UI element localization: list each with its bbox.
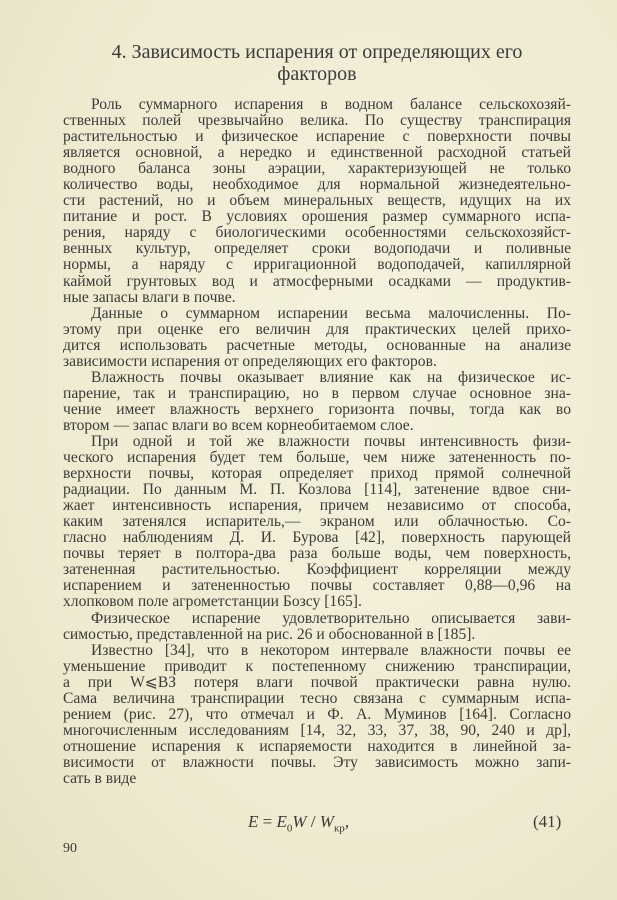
text-line: верхности почвы, которая определяет приход прямой солнечной <box>63 465 571 483</box>
text-line: питание и рост. В условиях орошения размер суммарного испа- <box>63 208 571 226</box>
text-line: сти растений, но и объем минеральных веществ, идущих на их <box>63 192 571 210</box>
formula-slash: / <box>306 812 320 831</box>
text-line: При одной и той же влажности почвы интенсивность физи- <box>91 432 571 450</box>
text-line: гласно наблюдениям Д. И. Бурова [42], поверхность парующей <box>63 529 571 547</box>
text-line: рением (рис. 27), что отмечал и Ф. А. Муминов [164]. Согласно <box>63 705 571 723</box>
text-line: Физическое испарение удовлетворительно описывается зави- <box>91 609 571 627</box>
text-line: хлопковом поле агрометстанции Бозсу [165]. <box>63 593 362 611</box>
text-line: радиации. По данным М. П. Козлова [114], затенение вдвое сни- <box>63 481 571 499</box>
formula-lhs: E <box>248 812 259 831</box>
text-line: Сама величина транспирации тесно связана с суммарным испа- <box>63 689 571 707</box>
body-text <box>63 97 571 787</box>
text-line: сать в виде <box>63 769 137 787</box>
text-line: каким затенялся испаритель,— экраном или облачностью. Со- <box>63 513 571 531</box>
paragraph <box>63 306 571 370</box>
formula-e: E <box>276 812 287 831</box>
formula-w2-sub: кр <box>333 822 345 835</box>
text-line: почвы теряет в полтора-два раза больше воды, чем поверхность, <box>63 545 571 563</box>
text-line: втором — запас влаги во всем корнеобитаемом слое. <box>63 416 414 434</box>
text-line: жает интенсивность испарения, причем независимо от способа, <box>63 497 571 515</box>
text-line: Влажность почвы оказывает влияние как на физическое ис- <box>91 368 571 386</box>
text-line: дится использовать расчетные методы, основанные на анализе <box>63 336 571 354</box>
text-line: уменьшение приводит к постепенному снижению транспирации, <box>63 657 571 675</box>
text-line: растительностью и физическое испарение с поверхности почвы <box>63 128 571 146</box>
formula-41 <box>248 812 349 834</box>
text-line: отношение испарения к испаряемости находится в линейной за- <box>63 737 571 755</box>
paragraph <box>63 643 571 787</box>
text-line: этому при оценке его величин для практических целей прихо- <box>63 320 571 338</box>
text-line: висимости от влажности почвы. Эту зависимость можно запи- <box>63 753 571 771</box>
paragraph <box>63 611 571 643</box>
text-line: многочисленным исследованиям [14, 32, 33, 37, 38, 90, 240 и др], <box>63 721 571 739</box>
equation-number: (41) <box>533 812 562 831</box>
text-line: ные запасы влаги в почве. <box>63 288 236 306</box>
text-line: ческого испарения будет тем больше, чем ниже затененность по- <box>63 449 571 467</box>
text-line: парение, так и транспирацию, но в первом случае основное зна- <box>63 384 571 402</box>
text-line: количество воды, необходимое для нормальной жизнедеятельно- <box>63 176 571 194</box>
formula-eq: = <box>258 812 277 831</box>
text-line: симостью, представленной на рис. 26 и обоснованной в [185]. <box>63 625 476 643</box>
text-line: зависимости испарения от определяющих его факторов. <box>63 352 437 370</box>
text-line: водного баланса зоны аэрации, характеризующей не только <box>63 160 571 178</box>
text-line: чение имеет влажность верхнего горизонта почвы, тогда как во <box>63 400 571 418</box>
paragraph <box>63 434 571 611</box>
text-line: рения, наряду с биологическими особенностями сельскохозяйст- <box>63 224 571 242</box>
paragraph <box>63 97 571 306</box>
text-line: затененная растительностью. Коэффициент корреляции между <box>63 561 571 579</box>
text-line: является основной, а нередко и единственной расходной статьей <box>63 144 571 162</box>
page-number: 90 <box>63 841 77 856</box>
text-line: ственных полей чрезвычайно велика. По существу транспирация <box>63 112 571 130</box>
formula-e-sub: 0 <box>286 822 293 835</box>
formula-w: W <box>292 812 307 831</box>
formula-w2: W <box>319 812 334 831</box>
text-line: венных культур, определяет сроки водоподачи и поливные <box>63 240 571 258</box>
section-title <box>63 41 571 85</box>
paragraph <box>63 370 571 434</box>
text-line: Данные о суммарном испарении весьма малочисленны. По- <box>91 304 571 322</box>
text-line: каймой грунтовых вод и атмосферными осадками — продуктив- <box>63 272 571 290</box>
text-line: Роль суммарного испарения в водном балансе сельскохозяй- <box>91 96 571 113</box>
text-line: а при W⩽ВЗ потеря влаги почвой практически равна нулю. <box>63 673 571 691</box>
text-line: испарением и затененностью почвы составляет 0,88—0,96 на <box>63 577 571 595</box>
text-line: Известно [34], что в некотором интервале влажности почвы ее <box>91 641 571 659</box>
title-line: 4. Зависимость испарения от определяющих его <box>111 41 523 63</box>
formula-trail: , <box>344 812 350 831</box>
title-line: факторов <box>277 63 357 85</box>
text-line: нормы, а наряду с ирригационной водоподачей, капиллярной <box>63 256 571 274</box>
